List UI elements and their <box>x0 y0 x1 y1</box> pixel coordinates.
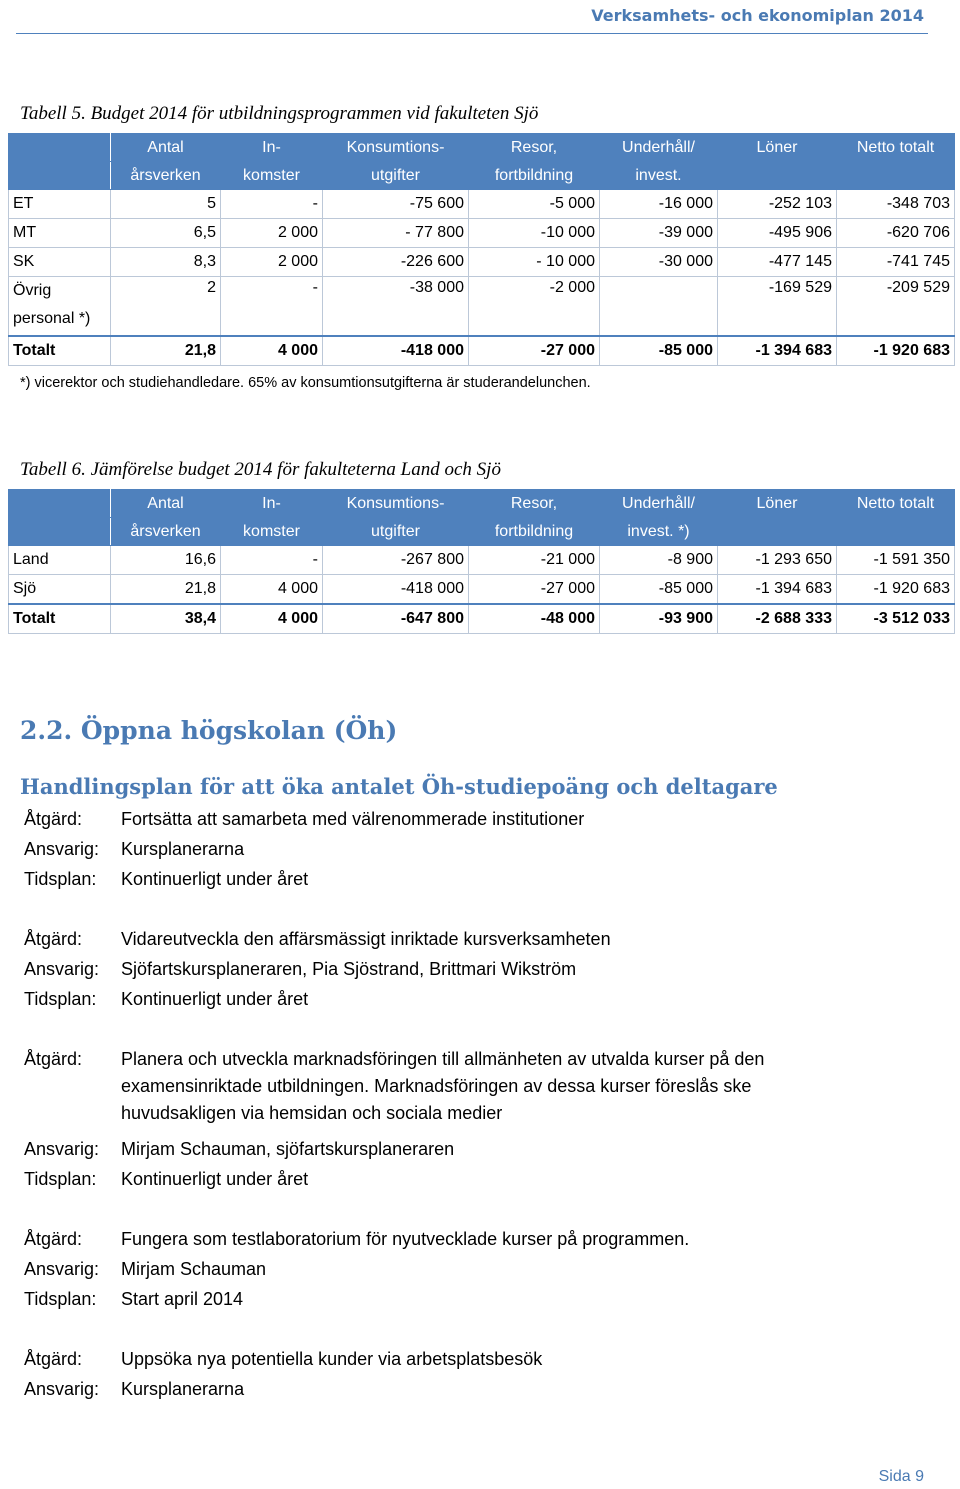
table-cell: 4 000 <box>221 336 323 366</box>
action-text: Uppsöka nya potentiella kunder via arbetsplatsbesök <box>121 1349 543 1369</box>
schedule-row <box>24 986 309 1013</box>
table-cell: -85 000 <box>600 575 718 605</box>
header-cell: Netto totalt <box>837 490 955 518</box>
table-total-row <box>9 336 955 366</box>
table-cell: -8 900 <box>600 546 718 575</box>
table-cell: 5 <box>111 190 221 219</box>
table-cell: -741 745 <box>837 248 955 277</box>
table-row <box>9 190 955 219</box>
header-cell: Konsumtions- <box>323 490 469 518</box>
header-cell: Underhåll/ <box>600 490 718 518</box>
table-cell: -10 000 <box>469 219 600 248</box>
table-cell: ET <box>9 190 111 219</box>
action-text: Planera och utveckla marknadsföringen till allmänheten av utvalda kurser på den examensinriktade utbildningen. Marknadsföringen av dessa kurser föreslås ske huvudsakligen via hemsidan och sociala medier <box>121 1049 765 1123</box>
schedule-text: Start april 2014 <box>121 1289 244 1309</box>
table-cell: 16,6 <box>111 546 221 575</box>
table-cell: -21 000 <box>469 546 600 575</box>
table-row <box>9 546 955 575</box>
table-total-row <box>9 604 955 634</box>
table-cell: MT <box>9 219 111 248</box>
table6-header-row-2 <box>9 518 955 546</box>
responsible-row <box>24 956 577 983</box>
header-cell: Antal <box>111 134 221 162</box>
table-cell: - 77 800 <box>323 219 469 248</box>
schedule-label: Tidsplan: <box>24 1289 97 1309</box>
table-cell: -48 000 <box>469 604 600 634</box>
table-cell: -27 000 <box>469 336 600 366</box>
schedule-text: Kontinuerligt under året <box>121 869 309 889</box>
table-cell: -27 000 <box>469 575 600 605</box>
action-label: Åtgärd: <box>24 1349 83 1369</box>
header-cell: fortbildning <box>469 518 600 546</box>
action-row <box>24 1226 690 1253</box>
table-cell: -348 703 <box>837 190 955 219</box>
action-label: Åtgärd: <box>24 929 83 949</box>
table-cell: -75 600 <box>323 190 469 219</box>
table6 <box>8 489 955 634</box>
table-cell: 2 <box>111 277 221 337</box>
table-cell: -30 000 <box>600 248 718 277</box>
table-cell: -418 000 <box>323 336 469 366</box>
table-cell <box>600 277 718 337</box>
header-cell: Netto totalt <box>837 134 955 162</box>
table-row <box>9 277 955 337</box>
header-cell: Löner <box>718 490 837 518</box>
header-cell: årsverken <box>111 518 221 546</box>
action-label: Åtgärd: <box>24 1049 83 1069</box>
header-cell: Konsumtions- <box>323 134 469 162</box>
header-cell <box>9 518 111 546</box>
action-row <box>24 1046 765 1123</box>
table-cell: -209 529 <box>837 277 955 337</box>
schedule-label: Tidsplan: <box>24 1169 97 1189</box>
schedule-text: Kontinuerligt under året <box>121 989 309 1009</box>
table-cell: -93 900 <box>600 604 718 634</box>
table-cell: -418 000 <box>323 575 469 605</box>
header-cell: Löner <box>718 134 837 162</box>
table-cell: 2 000 <box>221 219 323 248</box>
table-cell: Land <box>9 546 111 575</box>
table-cell: -252 103 <box>718 190 837 219</box>
header-cell: In- <box>221 134 323 162</box>
responsible-row <box>24 1256 267 1283</box>
responsible-label: Ansvarig: <box>24 1139 100 1159</box>
table-row <box>9 575 955 605</box>
header-cell: årsverken <box>111 162 221 190</box>
table-cell: Totalt <box>9 336 111 366</box>
responsible-text: Mirjam Schauman, sjöfartskursplaneraren <box>121 1139 455 1159</box>
header-cell <box>9 162 111 190</box>
table-cell: 2 000 <box>221 248 323 277</box>
table-cell: -85 000 <box>600 336 718 366</box>
responsible-text: Mirjam Schauman <box>121 1259 267 1279</box>
header-cell: Resor, <box>469 134 600 162</box>
page-number: Sida 9 <box>878 1468 924 1485</box>
header-cell: In- <box>221 490 323 518</box>
responsible-row <box>24 1136 455 1163</box>
table-row <box>9 248 955 277</box>
table-cell: -1 394 683 <box>718 575 837 605</box>
responsible-label: Ansvarig: <box>24 1379 100 1399</box>
table-cell: -5 000 <box>469 190 600 219</box>
table-cell: -1 920 683 <box>837 336 955 366</box>
table-cell: -1 394 683 <box>718 336 837 366</box>
header-cell: utgifter <box>323 162 469 190</box>
table-cell: -16 000 <box>600 190 718 219</box>
header-cell: utgifter <box>323 518 469 546</box>
table-cell: -226 600 <box>323 248 469 277</box>
table-cell: 4 000 <box>221 604 323 634</box>
table-cell: -1 920 683 <box>837 575 955 605</box>
table-cell: -647 800 <box>323 604 469 634</box>
schedule-row <box>24 1286 244 1313</box>
header-cell <box>9 490 111 518</box>
action-text: Fortsätta att samarbeta med välrenommerade institutioner <box>121 809 585 829</box>
table-cell: SK <box>9 248 111 277</box>
table-cell: 38,4 <box>111 604 221 634</box>
schedule-label: Tidsplan: <box>24 869 97 889</box>
responsible-row <box>24 1376 245 1403</box>
header-cell: Antal <box>111 490 221 518</box>
document-header-title: Verksamhets- och ekonomiplan 2014 <box>591 6 924 25</box>
schedule-label: Tidsplan: <box>24 989 97 1009</box>
responsible-text: Sjöfartskursplaneraren, Pia Sjöstrand, Brittmari Wikström <box>121 959 577 979</box>
table-cell: Övrig personal *) <box>9 277 111 337</box>
table-cell: -477 145 <box>718 248 837 277</box>
responsible-text: Kursplanerarna <box>121 839 245 859</box>
table5-footnote: *) vicerektor och studiehandledare. 65% av konsumtionsutgifterna är studerandelunchen. <box>20 375 591 391</box>
table5-header-row-1 <box>9 134 955 162</box>
action-label: Åtgärd: <box>24 1229 83 1249</box>
table-cell: 8,3 <box>111 248 221 277</box>
header-cell <box>837 518 955 546</box>
table-cell: 21,8 <box>111 336 221 366</box>
action-row <box>24 926 611 953</box>
table-cell: -620 706 <box>837 219 955 248</box>
table-cell: -1 591 350 <box>837 546 955 575</box>
table-cell: -39 000 <box>600 219 718 248</box>
table-cell: -2 688 333 <box>718 604 837 634</box>
table-row <box>9 219 955 248</box>
schedule-row <box>24 1166 309 1193</box>
action-row <box>24 1346 543 1373</box>
action-text: Vidareutveckla den affärsmässigt inriktade kursverksamheten <box>121 929 611 949</box>
table-cell: -2 000 <box>469 277 600 337</box>
header-cell: komster <box>221 518 323 546</box>
table-cell: - <box>221 190 323 219</box>
header-cell <box>9 134 111 162</box>
responsible-text: Kursplanerarna <box>121 1379 245 1399</box>
responsible-label: Ansvarig: <box>24 1259 100 1279</box>
action-row <box>24 806 585 833</box>
responsible-label: Ansvarig: <box>24 839 100 859</box>
header-cell: fortbildning <box>469 162 600 190</box>
header-cell <box>837 162 955 190</box>
header-rule <box>16 33 928 34</box>
table6-caption: Tabell 6. Jämförelse budget 2014 för fakulteterna Land och Sjö <box>20 459 501 480</box>
header-cell: invest. *) <box>600 518 718 546</box>
schedule-text: Kontinuerligt under året <box>121 1169 309 1189</box>
action-text: Fungera som testlaboratorium för nyutvecklade kurser på programmen. <box>121 1229 690 1249</box>
table-cell: - 10 000 <box>469 248 600 277</box>
table-cell: Sjö <box>9 575 111 605</box>
table-cell: - <box>221 277 323 337</box>
schedule-row <box>24 866 309 893</box>
header-cell <box>718 162 837 190</box>
table-cell: 6,5 <box>111 219 221 248</box>
table5-caption: Tabell 5. Budget 2014 för utbildningsprogrammen vid fakulteten Sjö <box>20 103 539 124</box>
table6-header-row-1 <box>9 490 955 518</box>
section-subheading: Handlingsplan för att öka antalet Öh-studiepoäng och deltagare <box>20 774 778 799</box>
table-cell: Totalt <box>9 604 111 634</box>
table-cell: -169 529 <box>718 277 837 337</box>
header-cell: Underhåll/ <box>600 134 718 162</box>
table-cell: 4 000 <box>221 575 323 605</box>
table-cell: -1 293 650 <box>718 546 837 575</box>
header-cell: komster <box>221 162 323 190</box>
table-cell: -495 906 <box>718 219 837 248</box>
table-cell: -38 000 <box>323 277 469 337</box>
section-heading: 2.2. Öppna högskolan (Öh) <box>20 716 398 745</box>
action-label: Åtgärd: <box>24 809 83 829</box>
header-cell: Resor, <box>469 490 600 518</box>
table-cell: -3 512 033 <box>837 604 955 634</box>
header-cell: invest. <box>600 162 718 190</box>
table5 <box>8 133 955 366</box>
table-cell: 21,8 <box>111 575 221 605</box>
responsible-row <box>24 836 245 863</box>
responsible-label: Ansvarig: <box>24 959 100 979</box>
header-cell <box>718 518 837 546</box>
table-cell: - <box>221 546 323 575</box>
table-cell: -267 800 <box>323 546 469 575</box>
table5-header-row-2 <box>9 162 955 190</box>
